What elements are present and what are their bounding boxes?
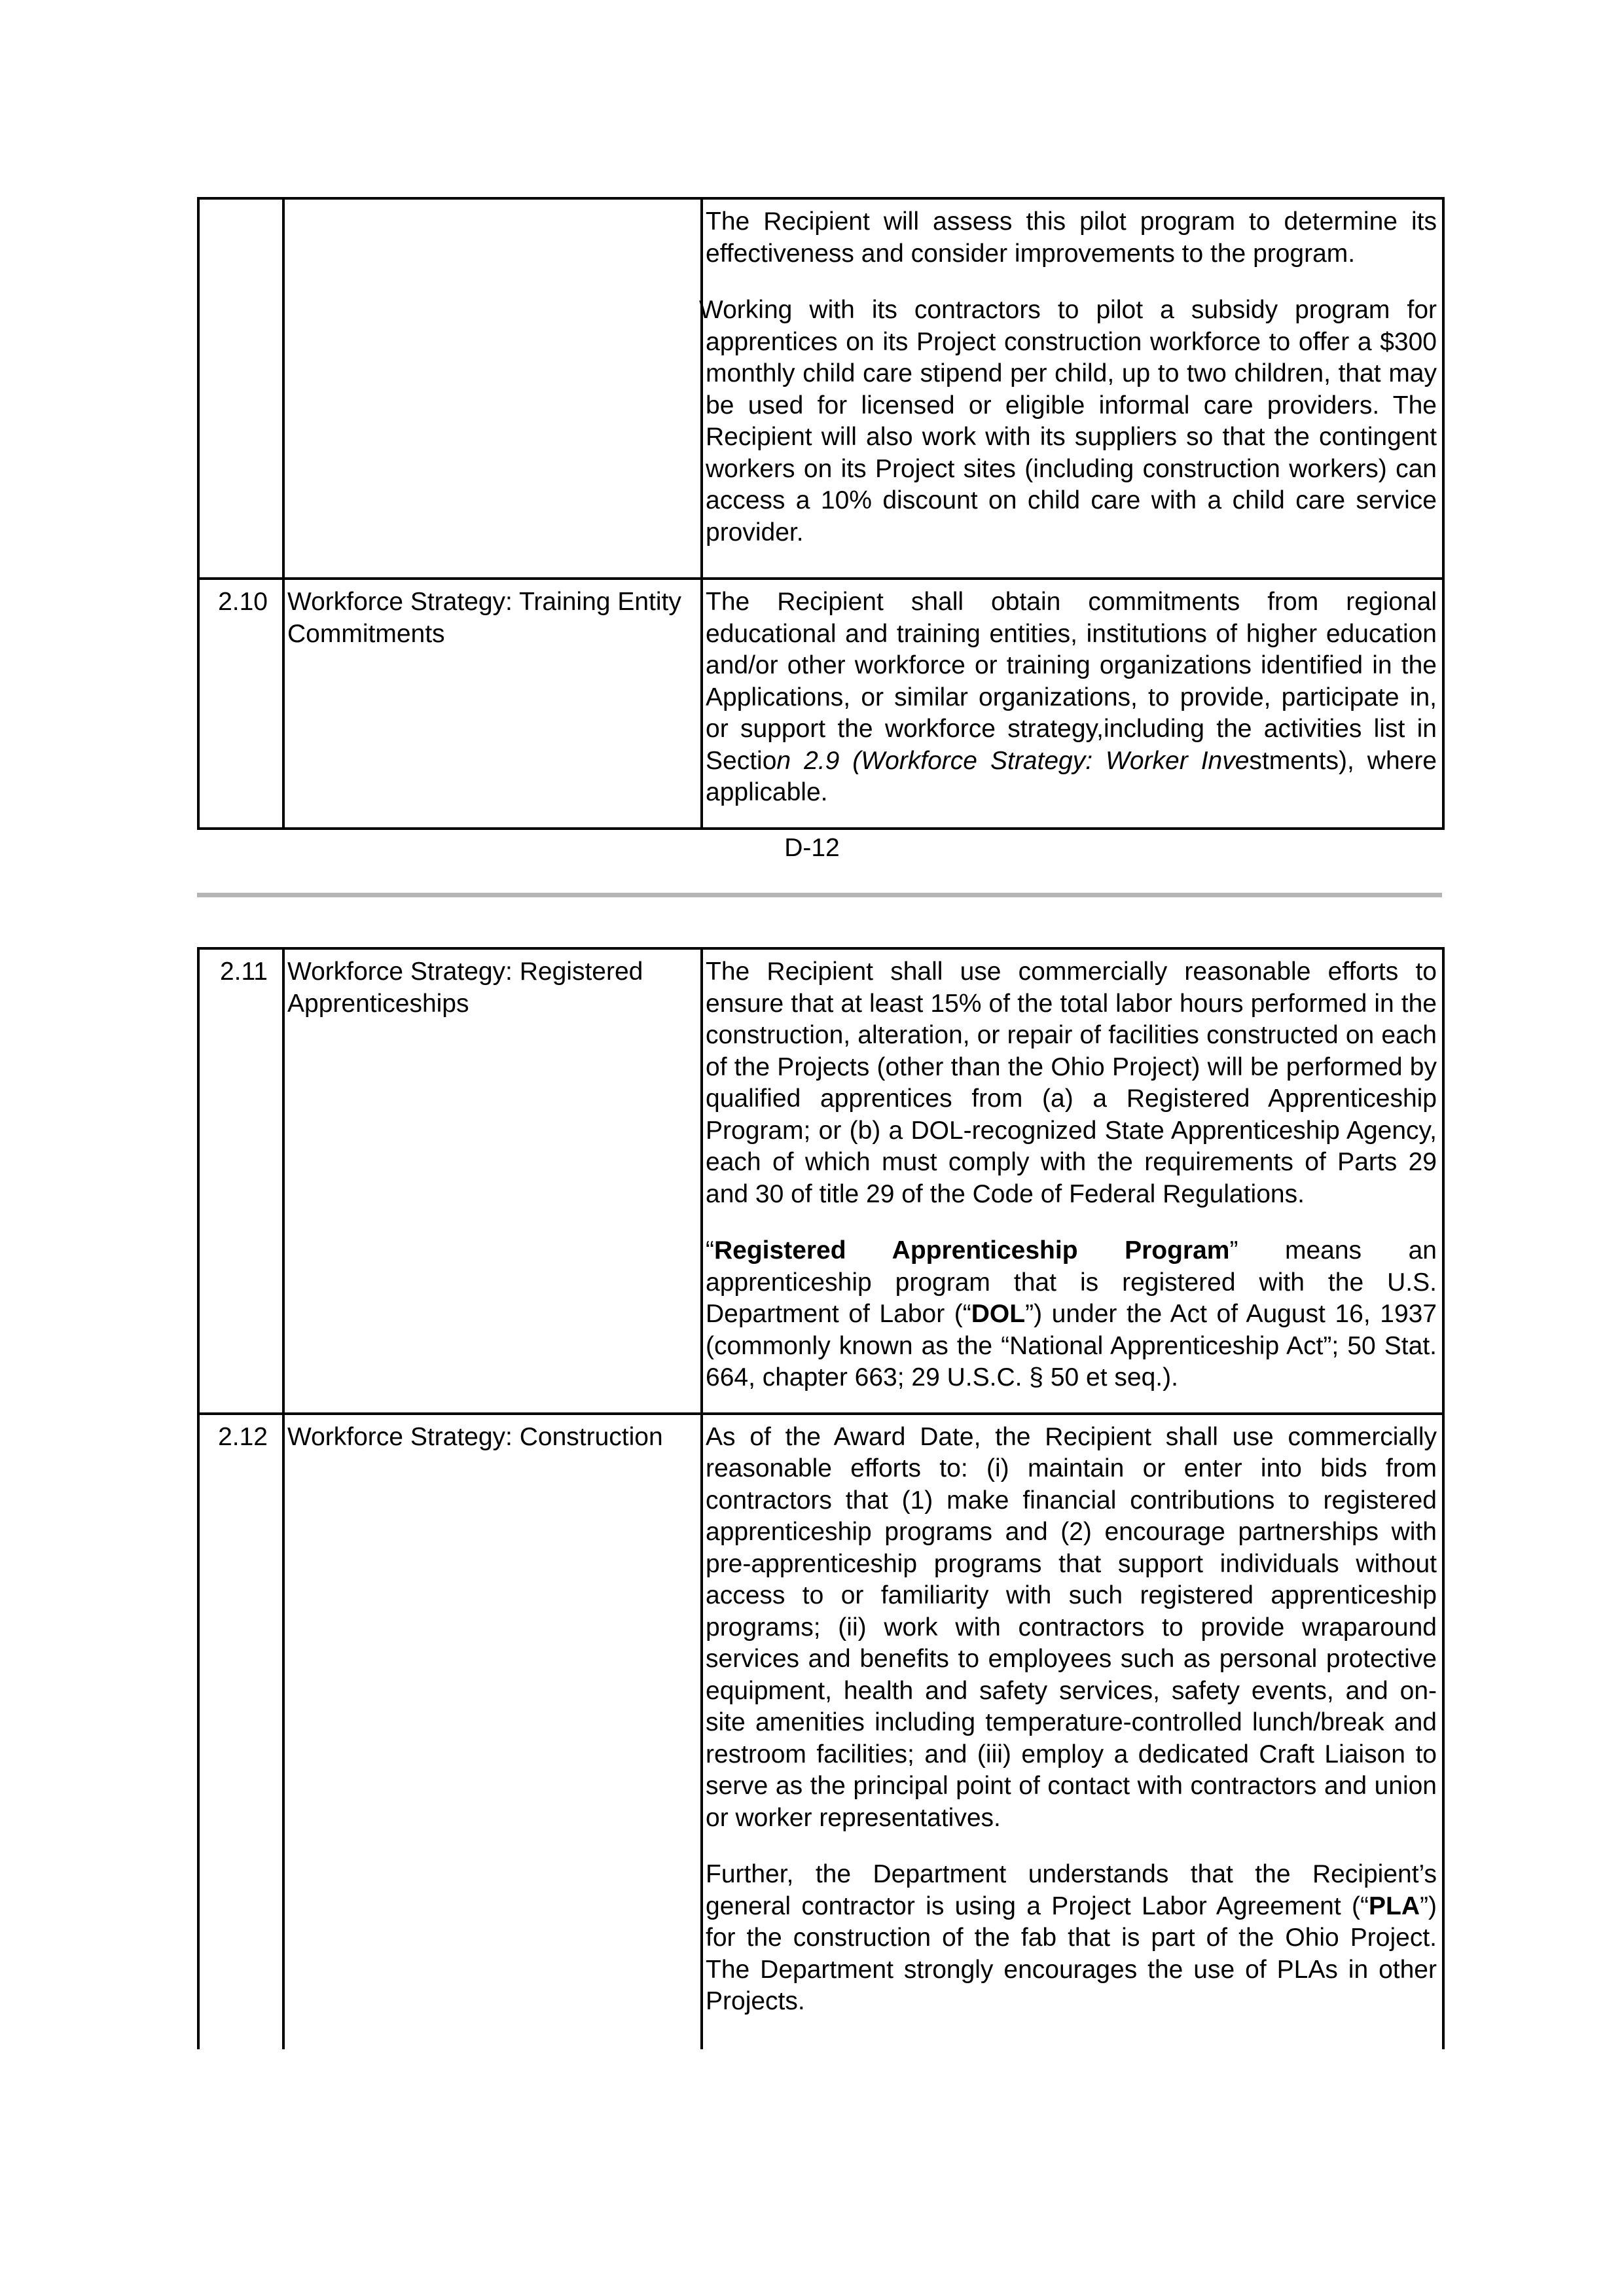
defined-term: PLA xyxy=(1369,1892,1420,1920)
page1-table xyxy=(197,197,1445,830)
section-description xyxy=(699,198,1443,579)
section-title xyxy=(283,198,702,579)
section-number: 2.12 xyxy=(198,1414,283,2049)
section-description xyxy=(702,579,1443,829)
defined-term: DOL xyxy=(971,1300,1026,1328)
section-number: 2.11 xyxy=(198,948,283,1414)
table-row-2-12 xyxy=(198,1414,1443,2049)
section-description xyxy=(702,1414,1443,2049)
table-row-2-11 xyxy=(198,948,1443,1414)
page2-table xyxy=(197,947,1445,2049)
section-reference: n 2.9 (Workforce Strategy: Worker Inve xyxy=(776,746,1250,775)
paragraph-pilot-assessment: The Recipient will assess this pilot program to determine its effectiveness and consider improvements to the program. xyxy=(706,207,1437,268)
paragraph-definition-rap: “Registered Apprenticeship Program” means an apprenticeship program that is registered with the U.S. Department of Labor (“DOL”) under the Act of August 16, 1937 (commonly known as the “National Apprenticeship Act”; 50 Stat. 664, chapter 663; 29 U.S.C. § 50 et seq.). xyxy=(706,1236,1437,1391)
paragraph-construction-efforts: As of the Award Date, the Recipient shall use commercially reasonable efforts to: (i) maintain or enter into bids from contractors that (1) make financial contributions to registered apprenticeship programs and (2) encourage partnerships with pre-apprenticeship programs that support individuals without access to or familiarity with such registered apprenticeship programs; (ii) work with contractors to provide wraparound services and benefits to employees such as personal protective equipment, health and safety services, safety events, and on-site amenities including temperature-controlled lunch/break and restroom facilities; and (iii) employ a dedicated Craft Liaison to serve as the principal point of contact with contractors and union or worker representatives. xyxy=(706,1422,1437,1832)
page-separator xyxy=(197,893,1442,897)
section-description xyxy=(702,948,1443,1414)
section-number xyxy=(198,198,283,579)
page-number: D-12 xyxy=(784,834,840,862)
section-title: Workforce Strategy: Registered Apprenticeships xyxy=(283,948,702,1414)
paragraph-project-labor-agreement: Further, the Department understands that the Recipient’s general contractor is using a Project Labor Agreement (“PLA”) for the construction of the fab that is part of the Ohio Project. The Department strongly encourages the use of PLAs in other Projects. xyxy=(706,1860,1437,2015)
section-number: 2.10 xyxy=(198,579,283,829)
section-title: Workforce Strategy: Training Entity Commitments xyxy=(283,579,702,829)
paragraph-training-commitments: The Recipient shall obtain commitments from regional educational and training entities, institutions of higher education and/or other workforce or training organizations identified in the Applications, or similar organizations, to provide, participate in, or support the workforce strategy,including the activities list in Section 2.9 (Workforce Strategy: Worker Investments), where applicable. xyxy=(706,588,1437,806)
table-row-2-10 xyxy=(198,579,1443,829)
paragraph-apprentice-labor-hours: The Recipient shall use commercially reasonable efforts to ensure that at least 15% of the total labor hours performed in the construction, alteration, or repair of facilities constructed on each of the Projects (other than the Ohio Project) will be performed by qualified apprentices from (a) a Registered Apprenticeship Program; or (b) a DOL-recognized State Apprenticeship Agency, each of which must comply with the requirements of Parts 29 and 30 of title 29 of the Code of Federal Regulations. xyxy=(706,958,1437,1208)
defined-term: Registered Apprenticeship Program xyxy=(714,1236,1230,1265)
section-title: Workforce Strategy: Construction xyxy=(283,1414,702,2049)
paragraph-text: Working with its contractors to pilot a subsidy program for apprentices on its Project construction workforce to offer a $300 monthly child care stipend per child, up to two children, that may be used for licensed or eligible informal care providers. The Recipient will also work with its suppliers so that the contingent workers on its Project sites (including construction workers) can access a 10% discount on child care with a child care service provider. xyxy=(699,296,1437,547)
table-row-continued xyxy=(198,198,1443,579)
paragraph-child-care-subsidy xyxy=(699,295,1437,548)
